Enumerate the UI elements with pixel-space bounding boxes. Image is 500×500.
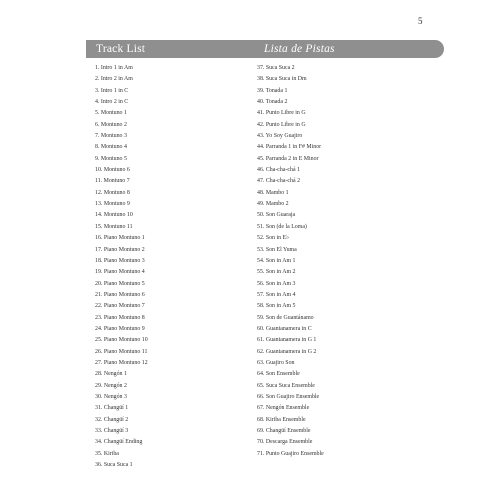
track-item: 63. Guajiro Son [257,359,295,366]
track-item: 1. Intro 1 in Am [95,65,133,71]
track-item: 6. Montuno 2 [95,121,127,128]
track-item: 50. Son Guaraja [257,212,296,219]
track-item: 28. Nengón 1 [95,371,127,378]
track-item: 44. Parranda 1 in F# Minor [257,144,322,151]
track-item: 14. Montuno 10 [95,212,133,219]
track-item: 26. Piano Montuno 11 [95,348,148,355]
track-item: 2. Intro 2 in Am [95,76,133,83]
track-item: 5. Montuno 1 [95,110,127,117]
track-item: 3. Intro 1 in C [95,87,129,94]
track-item: 64. Son Ensemble [257,371,300,378]
track-item: 69. Changüí Ensemble [257,428,311,434]
track-list-column [86,40,276,471]
track-item: 43. Yo Soy Guajiro [257,133,303,140]
track-item: 54. Son in Am 1 [257,257,296,264]
track-item: 71. Punto Guajiro Ensemble [257,450,324,457]
track-item: 22. Piano Montuno 7 [95,303,145,310]
track-item: 18. Piano Montuno 3 [95,257,145,264]
track-item: 47. Cha-cha-chá 2 [257,178,301,185]
track-item: 15. Montuno 11 [95,223,133,230]
track-item: 56. Son in Am 3 [257,280,296,287]
track-item: 13. Montuno 9 [95,201,130,208]
track-item: 39. Tonada 1 [257,87,288,94]
track-item: 23. Piano Montuno 8 [95,314,145,321]
track-item: 52. Son in E♭ [257,235,289,242]
track-item: 61. Guantanamera in G 1 [257,337,317,344]
track-item: 58. Son in Am 5 [257,303,296,310]
lista-de-pistas-column [254,40,444,460]
track-item: 46. Cha-cha-chá 1 [257,167,301,174]
track-item: 51. Son (de la Loma) [257,223,307,230]
track-item: 7. Montuno 3 [95,133,127,140]
track-item: 66. Son Guajiro Ensemble [257,393,320,400]
track-item: 42. Punto Libre in G [257,121,306,128]
track-item: 62. Guantanamera in G 2 [257,348,317,355]
track-item: 48. Mambo 1 [257,189,289,196]
track-item: 31. Changüí 1 [95,405,129,412]
track-item: 55. Son in Am 2 [257,269,296,276]
track-list-header: Track List [86,40,276,58]
track-item: 37. Suca Suca 2 [257,65,295,71]
track-item: 20. Piano Montuno 5 [95,280,145,287]
track-item: 24. Piano Montuno 9 [95,325,145,332]
track-list [86,63,276,471]
track-item: 65. Suca Suca Ensemble [257,382,315,389]
track-item: 68. Kiriba Ensemble [257,416,306,423]
track-item: 57. Son in Am 4 [257,291,296,298]
track-item: 41. Punto Libre in G [257,110,306,117]
track-item: 25. Piano Montuno 10 [95,337,148,344]
track-item: 19. Piano Montuno 4 [95,269,145,276]
track-item: 30. Nengón 3 [95,393,127,400]
lista-de-pistas-header: Lista de Pistas [254,40,444,58]
track-item: 21. Piano Montuno 6 [95,291,145,298]
track-item: 17. Piano Montuno 2 [95,246,145,253]
lista-de-pistas-list [254,63,444,460]
track-item: 27. Piano Montuno 12 [95,359,148,366]
track-item: 16. Piano Montuno 1 [95,235,145,242]
track-item: 53. Son El Yuma [257,246,297,253]
track-item: 10. Montuno 6 [95,167,130,174]
track-item: 12. Montuno 8 [95,189,130,196]
track-item: 59. Son de Guantánamo [257,314,314,321]
track-item: 32. Changüí 2 [95,416,129,423]
track-item: 11. Montuno 7 [95,178,130,185]
track-item: 36. Suca Suca 1 [95,462,133,469]
track-item: 67. Nengón Ensemble [257,405,310,412]
track-item: 4. Intro 2 in C [95,99,129,106]
track-item: 9. Montuno 5 [95,155,127,162]
track-item: 29. Nengón 2 [95,382,127,389]
track-item: 40. Tonada 2 [257,99,288,106]
track-item: 60. Guantanamera in C [257,325,312,332]
track-item: 35. Kiriba [95,450,119,457]
track-item: 8. Montuno 4 [95,144,127,151]
track-item: 49. Mambo 2 [257,201,289,208]
track-item: 70. Descarga Ensemble [257,439,313,446]
page-number: 5 [418,16,423,26]
track-item: 34. Changüí Ending [95,439,143,446]
track-item: 33. Changüí 3 [95,428,129,434]
track-item: 38. Suca Suca in Dm [257,76,307,83]
track-item: 45. Parranda 2 in E Minor [257,155,319,162]
